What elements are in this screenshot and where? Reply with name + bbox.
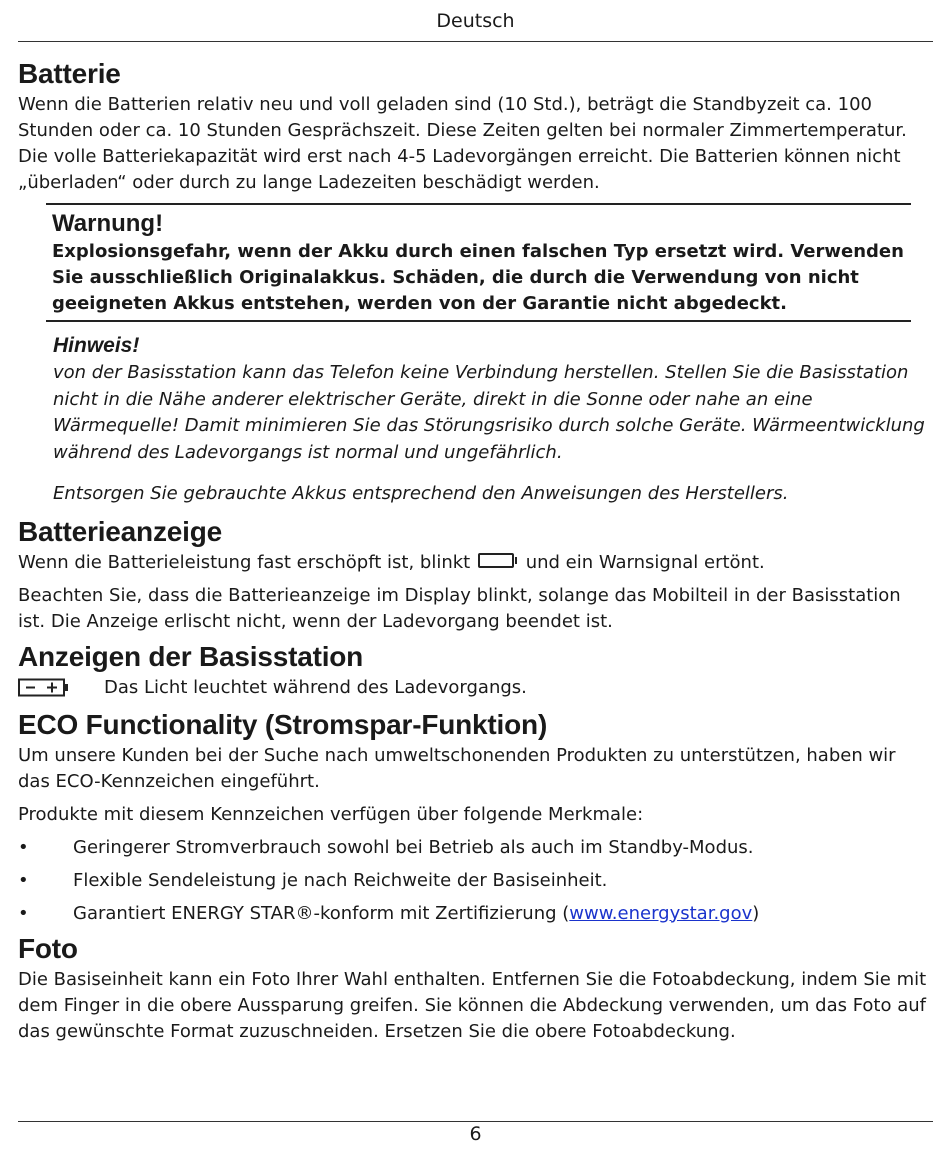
base-station-row xyxy=(18,675,933,701)
eco-paragraph-1: Um unsere Kunden bei der Suche nach umweltschonenden Produkten zu unterstützen, haben wir das ECO-Kennzeichen eingeführt. xyxy=(18,744,896,792)
list-item-text: Geringerer Stromverbrauch sowohl bei Betrieb als auch im Standby-Modus. xyxy=(73,836,754,858)
battery-heading: Batterie xyxy=(18,58,121,89)
page-number: 6 xyxy=(469,1123,482,1145)
hint-box xyxy=(53,332,933,508)
bullet: • xyxy=(18,836,29,858)
eco-heading: ECO Functionality (Stromspar-Funktion) xyxy=(18,708,548,740)
bullet: • xyxy=(18,902,29,924)
base-station-heading: Anzeigen der Basisstation xyxy=(18,640,364,672)
battery-indicator-heading: Batterieanzeige xyxy=(18,515,222,547)
base-station-section xyxy=(18,639,933,701)
list-item-text: Garantiert ENERGY STAR®-konform mit Zertifizierung ( xyxy=(73,902,570,924)
charging-battery-icon xyxy=(18,678,70,697)
battery-section xyxy=(18,56,933,196)
header-divider xyxy=(18,41,933,42)
eco-paragraph-2: Produkte mit diesem Kennzeichen verfügen über folgende Merkmale: xyxy=(18,803,644,825)
empty-battery-icon xyxy=(478,553,514,568)
base-station-text: Das Licht leuchtet während des Ladevorgangs. xyxy=(104,676,527,698)
warning-box xyxy=(46,203,911,322)
page-header-language: Deutsch xyxy=(436,10,515,32)
page-content xyxy=(18,56,933,1045)
hint-disposal-text: Entsorgen Sie gebrauchte Akkus entsprechend den Anweisungen des Herstellers. xyxy=(53,483,789,504)
list-item xyxy=(18,901,933,927)
bullet: • xyxy=(18,869,29,891)
battery-indicator-section xyxy=(18,514,933,635)
photo-heading: Foto xyxy=(18,932,78,964)
battery-indicator-paragraph-1 xyxy=(18,550,933,576)
list-item xyxy=(18,868,933,894)
energystar-link[interactable]: www.energystar.gov xyxy=(569,902,753,924)
eco-section xyxy=(18,707,933,927)
eco-feature-list xyxy=(18,835,933,927)
battery-paragraph: Wenn die Batterien relativ neu und voll geladen sind (10 Std.), beträgt die Standbyzeit ca. 100 Stunden oder ca. 10 Stunden Gesprächszeit. Diese Zeiten gelten bei normaler Zimmertemperatur. Die volle Batteriekapazität wird erst nach 4-5 Ladevorgängen erreicht. Die Batterien können nicht „überladen“ oder durch zu lange Ladezeiten beschädigt werden. xyxy=(18,94,907,193)
warning-text: Explosionsgefahr, wenn der Akku durch einen falschen Typ ersetzt wird. Verwenden Sie ausschließlich Originalakkus. Schäden, die durch die Verwendung von nicht geeigneten Akkus entstehen, werden von der Garantie nicht abgedeckt. xyxy=(52,241,904,314)
footer-divider xyxy=(18,1121,933,1122)
warning-title: Warnung! xyxy=(52,210,164,237)
battery-indicator-text-before: Wenn die Batterieleistung fast erschöpft ist, blinkt xyxy=(18,551,471,573)
list-item xyxy=(18,835,933,861)
list-item-text: Flexible Sendeleistung je nach Reichweite der Basiseinheit. xyxy=(73,869,608,891)
battery-indicator-text-after: und ein Warnsignal ertönt. xyxy=(525,551,765,573)
photo-section xyxy=(18,931,933,1045)
battery-indicator-paragraph-2: Beachten Sie, dass die Batterieanzeige im Display blinkt, solange das Mobilteil in der Basisstation ist. Die Anzeige erlischt nicht, wenn der Ladevorgang beendet ist. xyxy=(18,584,901,632)
hint-title: Hinweis! xyxy=(53,334,140,357)
list-item-text-end: ) xyxy=(752,902,760,924)
photo-paragraph: Die Basiseinheit kann ein Foto Ihrer Wahl enthalten. Entfernen Sie die Fotoabdeckung, indem Sie mit dem Finger in die obere Aussparung greifen. Sie können die Abdeckung verwenden, um das Foto auf das gewünschte Format zuzuschneiden. Ersetzen Sie die obere Fotoabdeckung. xyxy=(18,968,927,1042)
hint-text: von der Basisstation kann das Telefon keine Verbindung herstellen. Stellen Sie die Basisstation nicht in die Nähe anderer elektrischer Geräte, direkt in die Sonne oder nahe an eine Wärmequelle! Damit minimieren Sie das Störungsrisiko durch solche Geräte. Wärmeentwicklung während des Ladevorgangs ist normal und ungefährlich. xyxy=(53,362,925,463)
manual-page xyxy=(18,0,933,1159)
